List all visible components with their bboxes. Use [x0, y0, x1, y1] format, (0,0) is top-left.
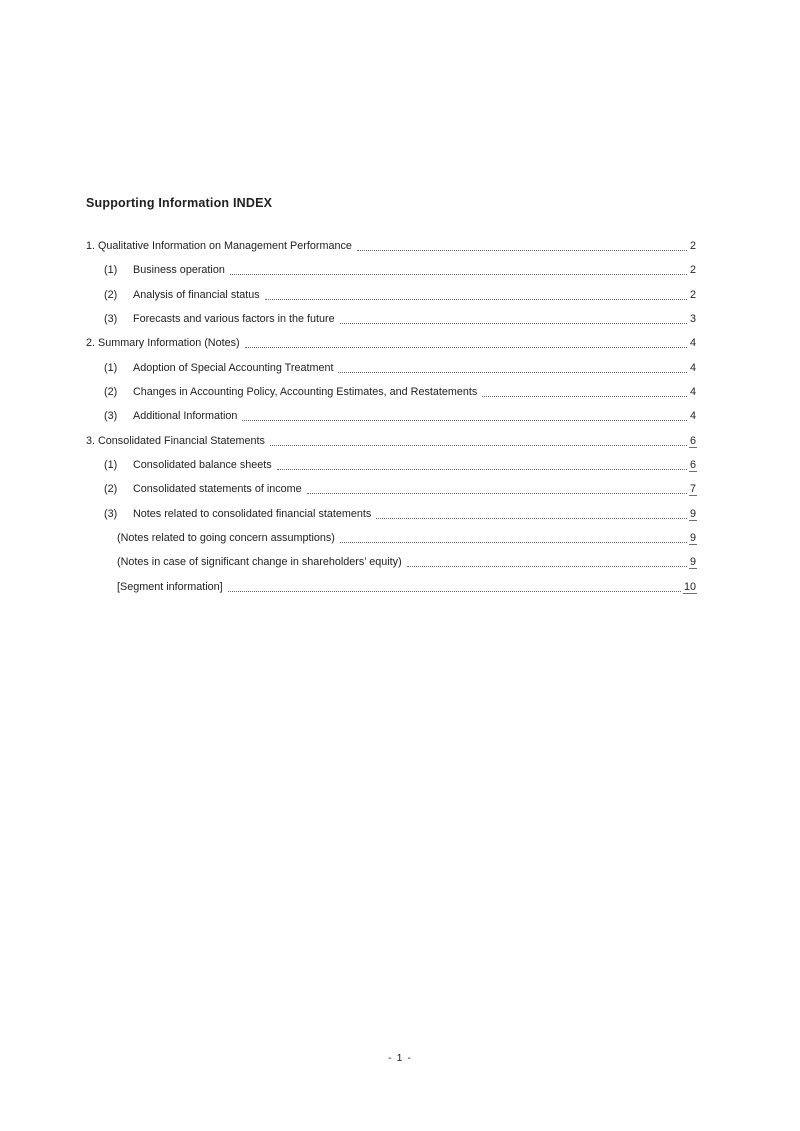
toc-entry-number: (2)	[104, 386, 118, 399]
toc-page-number: 4	[689, 361, 696, 374]
toc-page-number: 9	[689, 556, 696, 569]
toc-entry-label: Adoption of Special Accounting Treatment	[133, 361, 334, 374]
toc-entry-label: 1. Qualitative Information on Management Performance	[86, 240, 352, 252]
toc-entry-label: Business operation	[133, 264, 225, 277]
dot-leader	[242, 420, 687, 421]
toc-entry	[86, 459, 697, 483]
toc-entry	[86, 240, 697, 264]
toc-entry-label: Additional Information	[133, 410, 238, 423]
toc-entry-label: [Segment information]	[117, 580, 223, 593]
toc-page-number: 2	[689, 264, 696, 277]
toc-page-number: 9	[689, 532, 696, 545]
dot-leader	[245, 347, 687, 348]
toc-entry-label: Consolidated statements of income	[133, 483, 302, 496]
toc-entry-label: Changes in Accounting Policy, Accounting Estimates, and Restatements	[133, 386, 478, 399]
toc-page-number: 3	[689, 313, 696, 326]
toc-page-number: 4	[689, 337, 696, 350]
toc-page-number: 2	[689, 288, 696, 301]
toc-page-number: 4	[689, 386, 696, 399]
page-title: Supporting Information INDEX	[86, 196, 273, 210]
dot-leader	[270, 445, 687, 446]
toc-entry	[86, 386, 697, 410]
toc-entry-label: (Notes related to going concern assumptions)	[117, 532, 335, 545]
dot-leader	[482, 396, 687, 397]
toc-page-number: 6	[689, 434, 696, 447]
toc-page-number: 7	[689, 483, 696, 496]
toc-entry-label: 2. Summary Information (Notes)	[86, 337, 240, 350]
toc-entry	[86, 508, 697, 532]
toc-entry	[86, 313, 697, 337]
dot-leader	[357, 250, 687, 251]
dot-leader	[340, 323, 687, 324]
dot-leader	[230, 274, 687, 275]
toc-entry-label: Forecasts and various factors in the future	[133, 313, 335, 326]
toc-page-number: 6	[689, 459, 696, 472]
toc-entry-label: Notes related to consolidated financial statements	[133, 507, 372, 520]
toc-page-number: 9	[689, 507, 696, 520]
toc-entry-label: Analysis of financial status	[133, 288, 260, 301]
toc-entry	[86, 264, 697, 288]
toc-list	[86, 240, 697, 605]
dot-leader	[338, 372, 687, 373]
toc-entry-number: (2)	[104, 288, 118, 301]
toc-entry	[86, 556, 697, 580]
dot-leader	[340, 542, 687, 543]
dot-leader	[307, 493, 687, 494]
dot-leader	[265, 299, 687, 300]
dot-leader	[376, 518, 687, 519]
toc-entry-number: (3)	[104, 410, 118, 423]
toc-entry-number: (2)	[104, 483, 118, 496]
toc-entry-number: (3)	[104, 313, 118, 326]
page-number-footer: - 1 -	[388, 1052, 412, 1064]
dot-leader	[407, 566, 687, 567]
toc-entry	[86, 581, 697, 605]
toc-entry	[86, 410, 697, 434]
toc-page-number: 2	[689, 240, 696, 252]
toc-entry-label: (Notes in case of significant change in shareholders’ equity)	[117, 556, 402, 569]
toc-page-number: 4	[689, 410, 696, 423]
toc-entry-label: 3. Consolidated Financial Statements	[86, 434, 265, 447]
toc-entry	[86, 435, 697, 459]
toc-entry-label: Consolidated balance sheets	[133, 459, 272, 472]
toc-entry-number: (1)	[104, 361, 118, 374]
toc-entry-number: (1)	[104, 264, 118, 277]
toc-entry	[86, 337, 697, 361]
toc-entry	[86, 362, 697, 386]
dot-leader	[277, 469, 687, 470]
toc-entry-number: (3)	[104, 507, 118, 520]
dot-leader	[228, 591, 681, 592]
toc-entry-number: (1)	[104, 459, 118, 472]
toc-entry	[86, 483, 697, 507]
toc-page-number: 10	[683, 580, 696, 593]
toc-entry	[86, 532, 697, 556]
toc-entry	[86, 289, 697, 313]
